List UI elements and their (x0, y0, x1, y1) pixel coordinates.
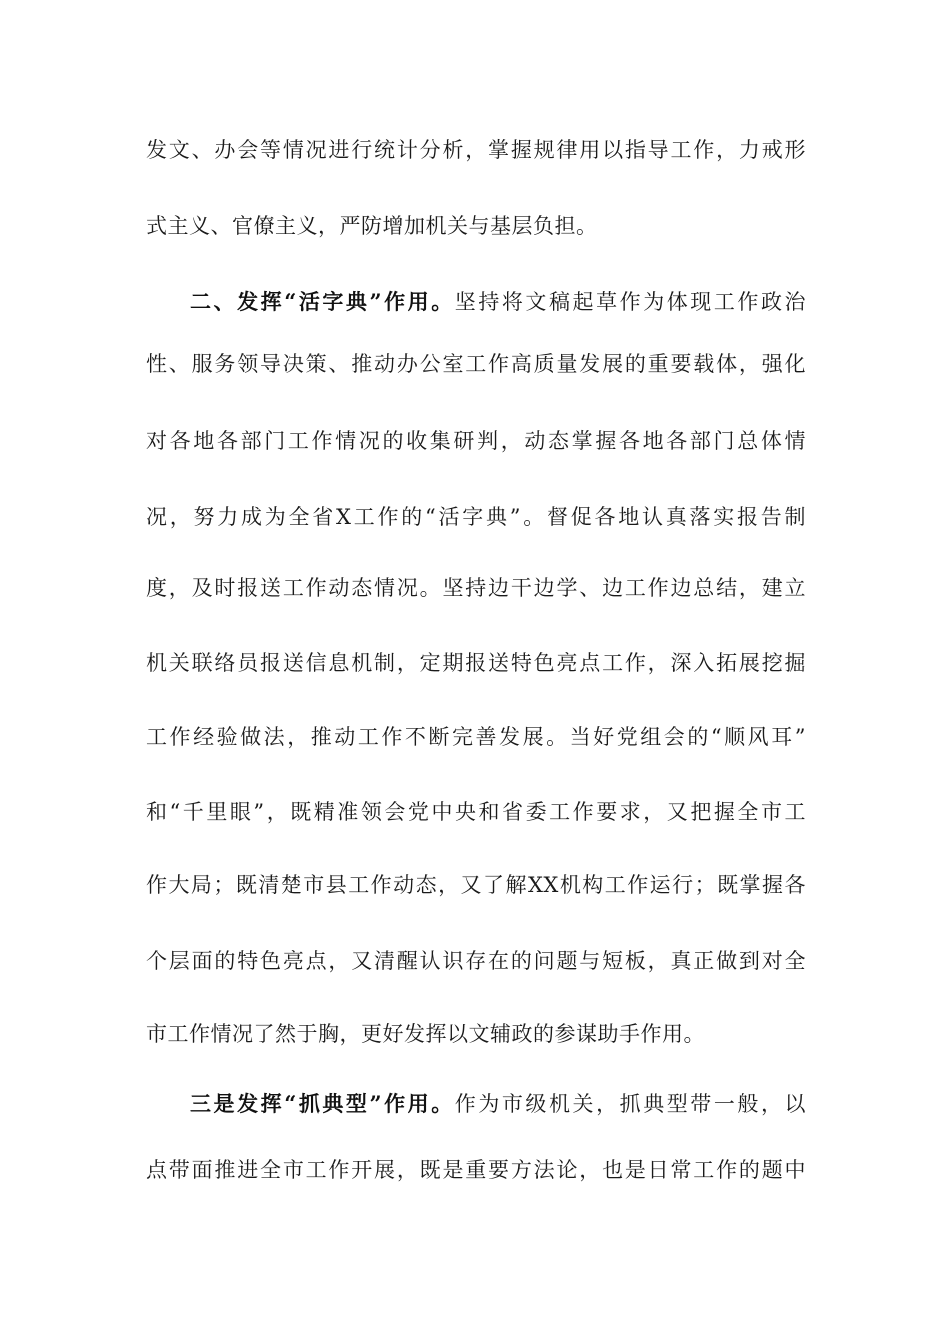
paragraph-line: 作大局；既清楚市县工作动态，又了解XX机构工作运行；既掌握各 (146, 873, 806, 897)
paragraph-line: 性、服务领导决策、推动办公室工作高质量发展的重要载体，强化 (146, 352, 806, 376)
paragraph-line: 对各地各部门工作情况的收集研判，动态掌握各地各部门总体情 (146, 429, 806, 453)
paragraph-line: 工作经验做法，推动工作不断完善发展。当好党组会的“顺风耳” (146, 725, 806, 749)
section-two-heading: 二、发挥“活字典”作用。 (190, 289, 455, 314)
paragraph-line: 和“千里眼”，既精准领会党中央和省委工作要求，又把握全市工 (146, 800, 806, 824)
section-three-text: 作为市级机关，抓典型带一般，以 (454, 1092, 806, 1116)
paragraph-line: 市工作情况了然于胸，更好发挥以文辅政的参谋助手作用。 (146, 1022, 705, 1046)
section-three-heading: 三是发挥“抓典型”作用。 (190, 1091, 455, 1116)
paragraph-line: 发文、办会等情况进行统计分析，掌握规律用以指导工作，力戒形 (146, 138, 806, 162)
paragraph-line: 式主义、官僚主义，严防增加机关与基层负担。 (146, 214, 598, 238)
section-two-text: 坚持将文稿起草作为体现工作政治 (454, 290, 806, 314)
paragraph-line: 机关联络员报送信息机制，定期报送特色亮点工作，深入拓展挖掘 (146, 651, 806, 675)
paragraph-line: 度，及时报送工作动态情况。坚持边干边学、边工作边总结，建立 (146, 576, 806, 600)
section-two-line (190, 282, 806, 322)
paragraph-line: 点带面推进全市工作开展，既是重要方法论，也是日常工作的题中 (146, 1158, 806, 1182)
paragraph-line: 况，努力成为全省X工作的“活字典”。督促各地认真落实报告制 (146, 505, 806, 529)
section-three-line (190, 1084, 806, 1124)
paragraph-line: 个层面的特色亮点，又清醒认识存在的问题与短板，真正做到对全 (146, 949, 806, 973)
